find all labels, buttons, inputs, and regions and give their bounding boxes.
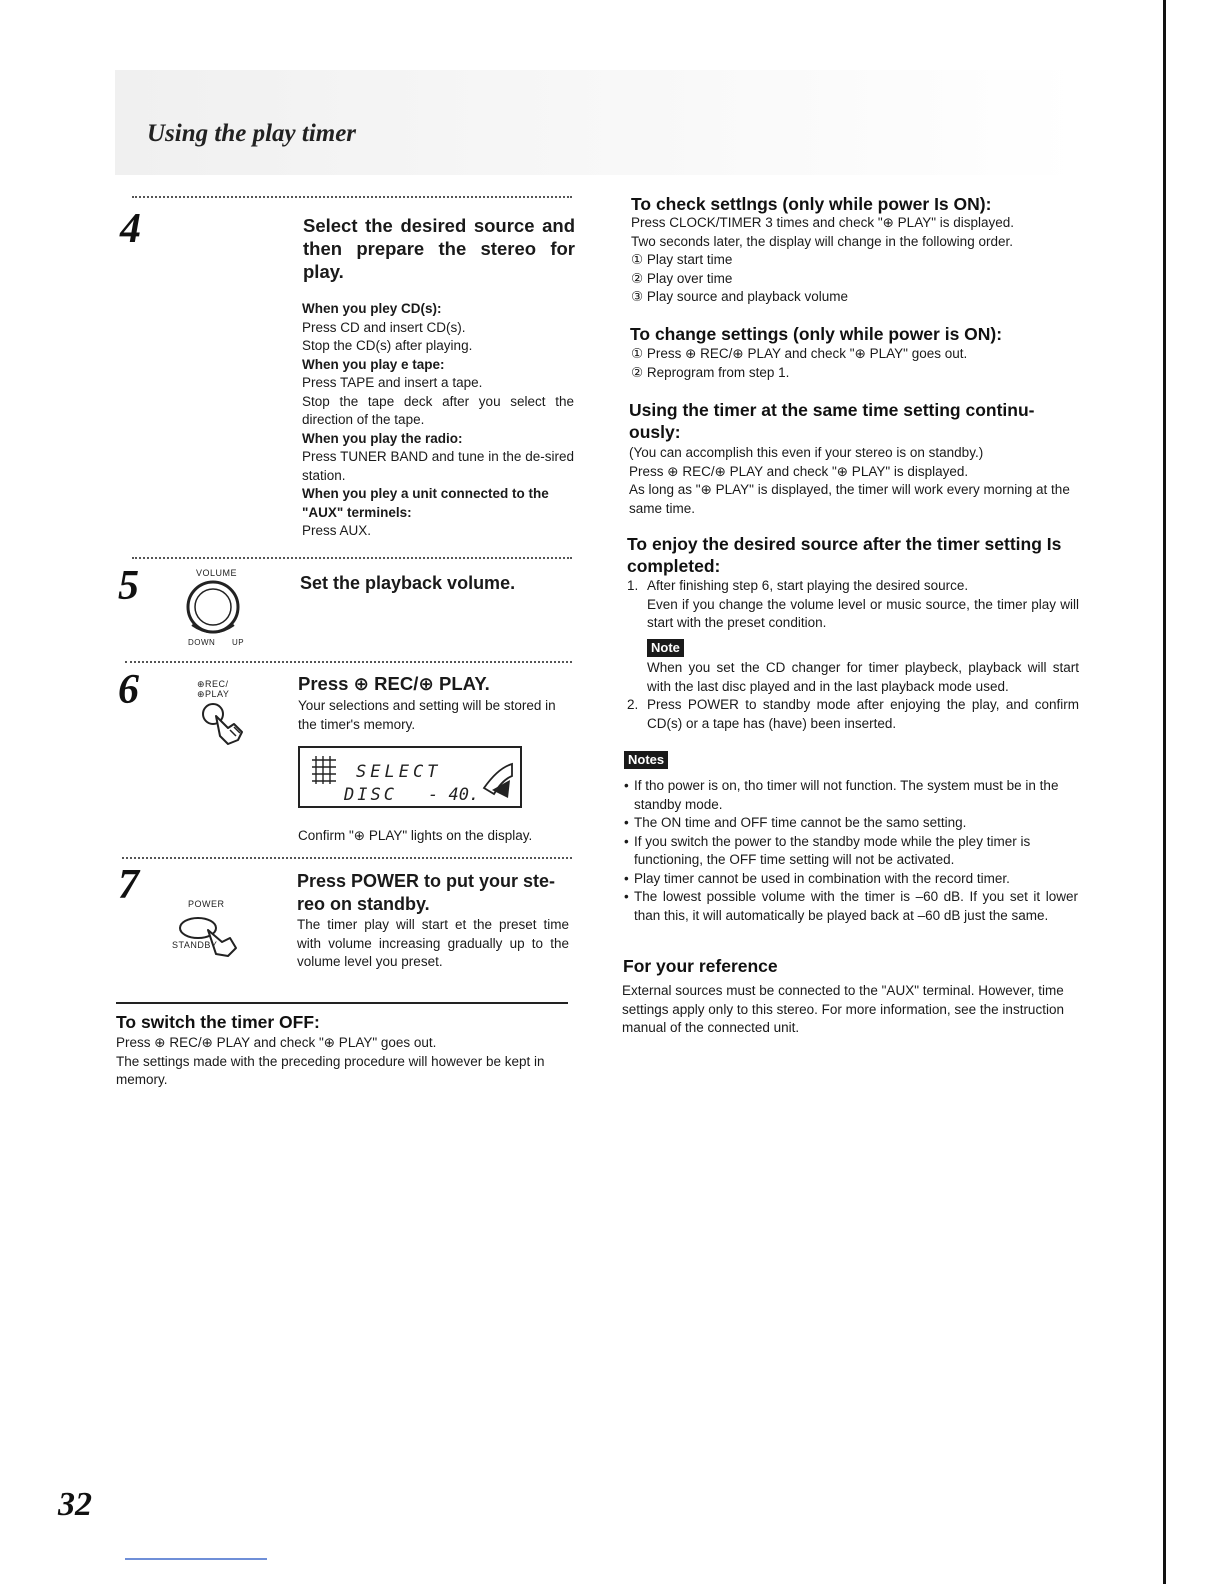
text-line: Press ⊕ REC/⊕ PLAY and check "⊕ PLAY" is displayed. xyxy=(629,463,969,479)
right-edge-rule xyxy=(1163,0,1166,1584)
block-line: Press TAPE and insert a tape. xyxy=(302,375,483,390)
step-number: 4 xyxy=(120,206,141,252)
rec-label: ⊕REC/ xyxy=(197,679,229,689)
play-label: ⊕PLAY xyxy=(197,689,230,699)
lcd-select-text: SELECT xyxy=(356,762,442,782)
text-line: The settings made with the preceding procedure will however be kept in memory. xyxy=(116,1053,545,1087)
note-item: • The lowest possible volume with the timer is –60 dB. If you set it lower than this, it will automatically be played back at –60 dB just the same. xyxy=(622,888,1078,925)
power-label: POWER xyxy=(188,899,225,909)
continuous-heading: Using the timer at the same time setting continu-ously: xyxy=(629,400,1035,442)
note-badge: Note xyxy=(647,639,684,657)
text-line: As long as "⊕ PLAY" is displayed, the timer will work every morning at the same time. xyxy=(629,482,1070,516)
note-item: • If you switch the power to the standby mode while the pley timer is functioning, the OFF time setting will not be activated. xyxy=(622,833,1078,870)
list-item: ① Play start time xyxy=(631,252,733,267)
button-press-hand-icon xyxy=(198,700,258,746)
enjoy-list xyxy=(627,577,1079,733)
list-item xyxy=(627,696,1079,733)
note-item: • If tho power is on, tho timer will not function. The system must be in the standby mode. xyxy=(622,777,1078,814)
switch-off-text xyxy=(116,1034,572,1090)
page-number: 32 xyxy=(58,1486,92,1523)
step-number: 7 xyxy=(118,862,139,908)
lcd-disc-text: DISC xyxy=(344,785,397,805)
block-label: When you play the radio: xyxy=(302,430,463,446)
check-settings-text xyxy=(631,214,1061,307)
divider xyxy=(132,557,572,559)
text-line: Two seconds later, the display will change in the following order. xyxy=(631,233,1013,249)
step-number: 5 xyxy=(118,563,139,609)
lcd-display xyxy=(298,746,522,808)
check-settings-heading: To check settlngs (only while power Is ON): xyxy=(631,194,992,214)
divider xyxy=(122,857,572,859)
list-item xyxy=(627,577,1079,696)
step-4-instructions xyxy=(302,300,574,541)
step-heading: Select the desired source and then prepare the stereo for play. xyxy=(303,215,575,282)
page-title: Using the play timer xyxy=(147,120,357,147)
block-line: Press TUNER BAND and tune in the de-sired station. xyxy=(302,449,574,483)
text-line: (You can accomplish this even if your stereo is on standby.) xyxy=(629,445,984,460)
notes-list xyxy=(622,777,1078,925)
divider xyxy=(125,661,572,663)
volume-label: VOLUME xyxy=(196,568,238,578)
rec-play-label xyxy=(197,679,229,699)
step-text: Your selections and setting will be stored in the timer's memory. xyxy=(298,698,556,732)
step-heading: Press ⊕ REC/⊕ PLAY. xyxy=(298,673,490,694)
list-item: ② Reprogram from step 1. xyxy=(631,364,790,380)
footer-rule xyxy=(125,1558,267,1560)
power-button-icon xyxy=(172,910,252,958)
divider xyxy=(132,196,572,198)
block-label: When you pley CD(s): xyxy=(302,301,442,316)
item-subtext: Even if you change the volume level or music source, the timer play will start with the preset condition. xyxy=(647,596,1079,630)
grid-icon xyxy=(310,754,340,784)
volume-up-label: UP xyxy=(232,638,245,647)
reference-heading: For your reference xyxy=(623,956,778,976)
change-settings-heading: To change settings (only while power is ON): xyxy=(630,324,1003,344)
enjoy-heading: To enjoy the desired source after the timer setting Is completed: xyxy=(627,534,1062,576)
switch-off-heading: To switch the timer OFF: xyxy=(116,1012,320,1032)
block-line: Press CD and insert CD(s). xyxy=(302,319,466,335)
text-line: Press ⊕ REC/⊕ PLAY and check "⊕ PLAY" goes out. xyxy=(116,1035,437,1050)
reference-text: External sources must be connected to the "AUX" terminal. However, time settings apply only to this stereo. For more information, see the instruction manual of the connected unit. xyxy=(622,983,1064,1035)
item-text: Press POWER to standby mode after enjoying the play, and confirm CD(s) or a tape has (have) been inserted. xyxy=(647,697,1079,731)
step-heading: Press POWER to put your ste-reo on standby. xyxy=(297,871,556,914)
note-item: • Play timer cannot be used in combination with the record timer. xyxy=(622,870,1078,889)
note-item: • The ON time and OFF time cannot be the samo setting. xyxy=(622,814,1078,833)
notes-badge: Notes xyxy=(624,751,668,769)
block-line: Stop the CD(s) after playing. xyxy=(302,338,473,353)
list-item: ① Press ⊕ REC/⊕ PLAY and check "⊕ PLAY" goes out. xyxy=(631,346,968,361)
block-line: Press AUX. xyxy=(302,523,372,538)
note-text: When you set the CD changer for timer playbeck, playback will start with the last disc played and in the last playback mode used. xyxy=(647,660,1079,694)
item-number: 1. xyxy=(627,578,639,593)
volume-down-label: DOWN xyxy=(188,638,216,647)
list-item: ③ Play source and playback volume xyxy=(631,289,848,304)
notes-badge-wrap xyxy=(624,751,668,769)
section-rule xyxy=(116,1002,568,1004)
change-settings-text xyxy=(631,345,1061,382)
timer-arrow-icon xyxy=(478,758,518,804)
display-caption: Confirm "⊕ PLAY" lights on the display. xyxy=(298,828,533,843)
standby-label: STANDBY xyxy=(172,940,218,950)
item-text: After finishing step 6, start playing the desired source. xyxy=(647,578,969,593)
list-item: ② Play over time xyxy=(631,270,733,286)
block-label: When you play e tape: xyxy=(302,356,445,372)
continuous-text xyxy=(629,444,1081,518)
step-number: 6 xyxy=(118,667,139,713)
block-line: Stop the tape deck after you select the direction of the tape. xyxy=(302,393,574,427)
step-text: The timer play will start et the preset time with volume increasing gradually up to the volume level you preset. xyxy=(297,917,569,969)
volume-knob-icon xyxy=(180,578,246,640)
lcd-volume-text: - 40. xyxy=(428,785,480,805)
item-number: 2. xyxy=(627,697,639,712)
step-heading: Set the playback volume. xyxy=(300,573,516,593)
text-line: Press CLOCK/TIMER 3 times and check "⊕ PLAY" is displayed. xyxy=(631,215,1015,230)
block-label: When you pley a unit connected to the "AUX" terminels: xyxy=(302,486,549,520)
